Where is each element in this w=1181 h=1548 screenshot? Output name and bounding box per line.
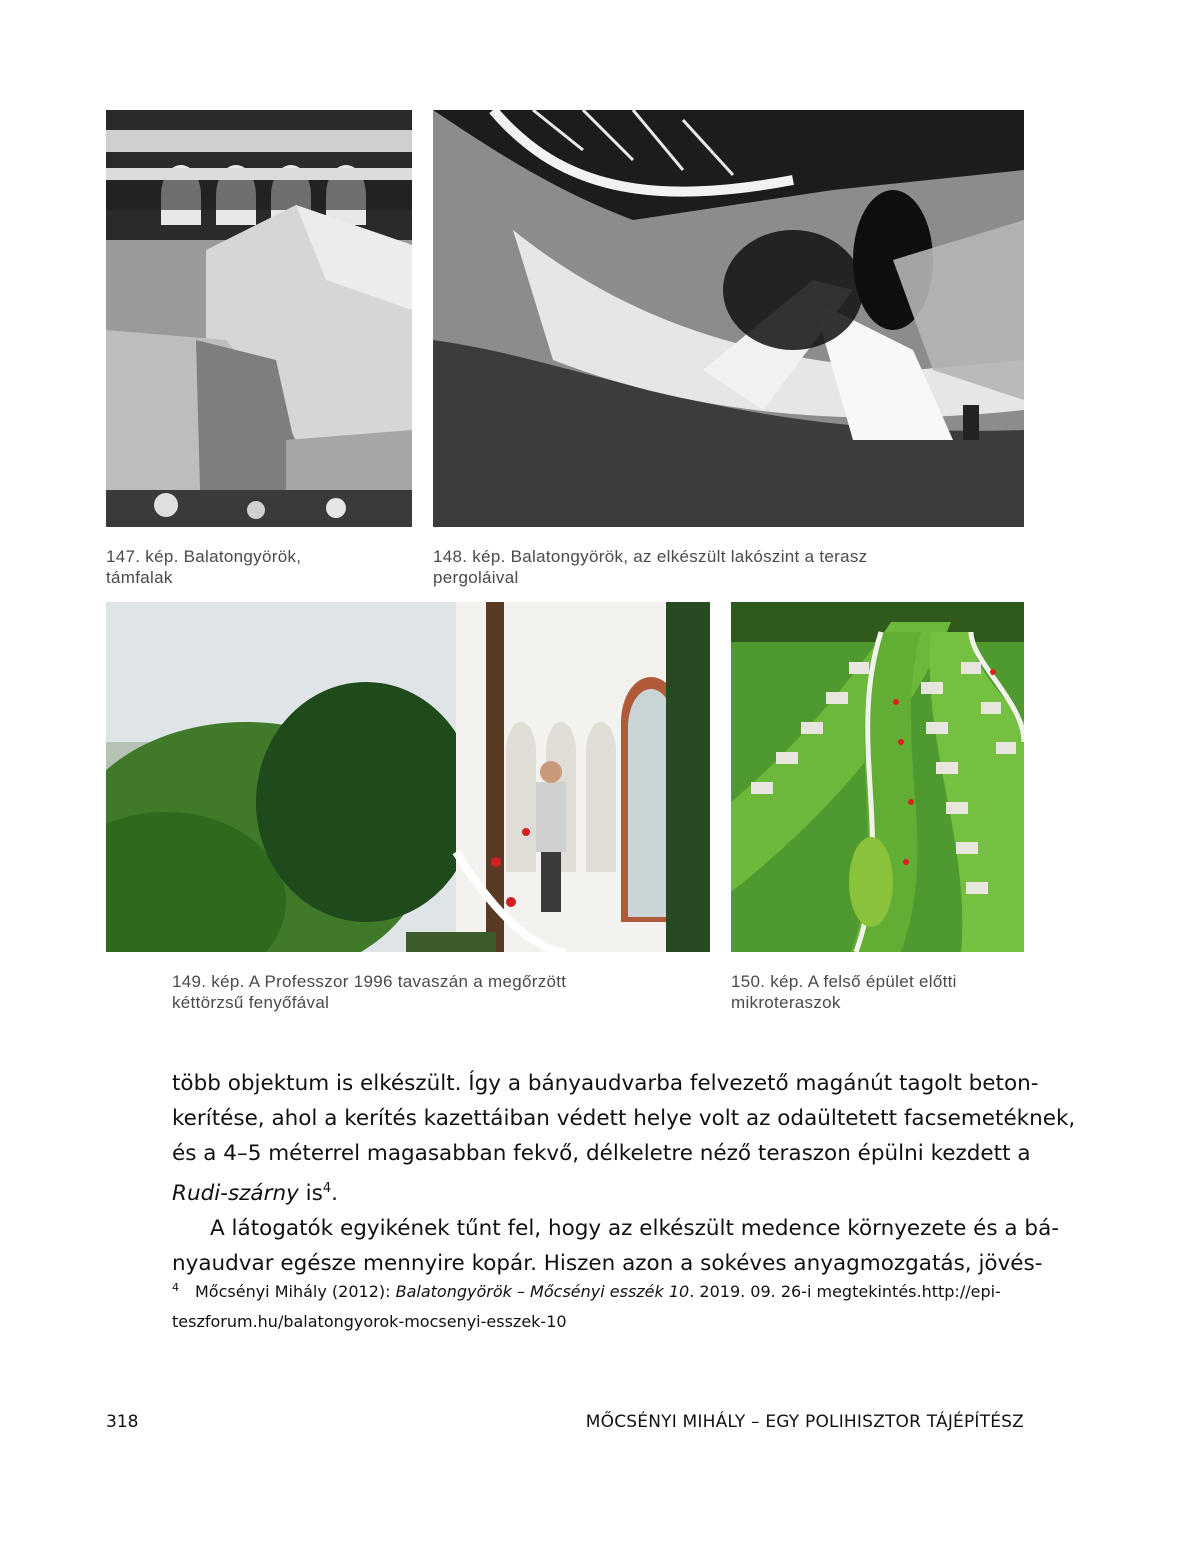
caption-150: 150. kép. A felső épület előtti mikroteraszok (731, 972, 957, 1012)
caption-148: 148. kép. Balatongyörök, az elkészült lakószint a terasz pergoláival (433, 547, 868, 587)
footnote-mark: 4 (172, 1281, 179, 1294)
footnote: $^4$ Mőcsényi Mihály (2012): Balatongyörök – Mőcsényi esszék 10. 2019. 09. 26-i megtekintés.http://epi- teszforum.hu/balatongyorok-mocsenyi-esszek-10 (172, 1281, 1001, 1331)
caption-149: 149. kép. A Professzor 1996 tavaszán a megőrzött kéttörzsű fenyőfával (172, 972, 567, 1012)
caption-147: 147. kép. Balatongyörök, támfalak (106, 547, 302, 587)
body-line: Rudi-szárny $is^4$. (172, 1181, 338, 1207)
page-number: 318 (106, 1412, 139, 1432)
body-line: nyaudvar egésze mennyire kopár. Hiszen azon a sokéves anyagmozgatás, jövés- (172, 1251, 1043, 1277)
photo-148 (433, 110, 1024, 527)
body-line: kerítése, ahol a kerítés kazettáiban védett helye volt az odaültetett facsemetéknek, (172, 1106, 1076, 1131)
photo-149 (106, 602, 710, 952)
body-line: és a 4–5 méterrel magasabban fekvő, délkeletre néző teraszon épülni kezdett a (172, 1141, 1031, 1166)
body-line: több objektum is elkészült. Így a bányaudvarba felvezető magánút tagolt beton- (172, 1071, 1039, 1096)
photo-150 (731, 602, 1024, 952)
running-head: MŐCSÉNYI MIHÁLY – EGY POLIHISZTOR TÁJÉPÍTÉSZ (585, 1412, 1024, 1432)
body-line: A látogatók egyikének tűnt fel, hogy az elkészült medence környezete és a bá- (210, 1216, 1060, 1242)
body-text (172, 1066, 1076, 1281)
photo-147 (106, 110, 412, 527)
